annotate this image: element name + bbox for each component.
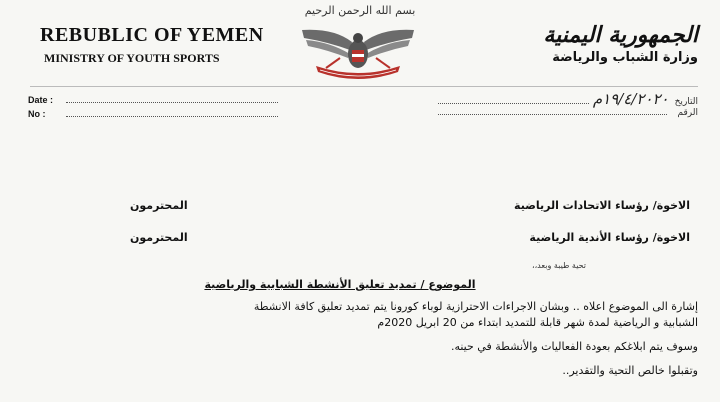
yemen-eagle-emblem-icon [294,24,422,84]
addressee-name: الاخوة/ رؤساء الأندية الرياضية [529,231,690,244]
addressee-line [130,231,690,247]
date-label-ar: التاريخ [674,97,698,107]
number-field-en [28,108,278,122]
number-label-ar: الرقم [677,108,698,118]
body-paragraph [118,299,698,331]
date-field-en [28,94,278,108]
addressee-name: الاخوة/ رؤساء الاتحادات الرياضية [514,199,690,212]
date-label-en: Date : [28,95,54,105]
addressee-line [130,199,690,215]
body-line: إشارة الى الموضوع اعلاه .. وبشان الاجراءات الاحترازية لوباء كورونا يتم تمديد تعليق كافة الانشطة [253,300,698,313]
english-letterhead [40,24,280,66]
meta-fields-ar [438,90,698,122]
greeting-text: تحية طيبة وبعد،، [532,261,586,270]
ministry-name-en: MINISTRY OF YOUTH SPORTS [44,51,220,65]
basmala-text: بسم الله الرحمن الرحيم [304,4,416,17]
number-label-en: No : [28,109,46,119]
date-field-ar [438,90,698,106]
date-dotted-line-ar [438,95,589,104]
meta-fields-en [28,94,278,122]
date-dotted-line [66,94,278,103]
subject-line: الموضوع / تمديد تعليق الأنشطة الشبابية والرياضية [204,278,476,291]
addressee-honorific: المحترمون [130,231,188,244]
number-dotted-line [66,108,278,117]
ministry-name-ar: وزارة الشباب والرياضة [552,50,698,65]
handwritten-date: ١٩/٤/٢٠٢٠م [592,90,669,108]
number-dotted-line-ar [438,106,667,115]
number-field-ar [438,106,698,122]
closing-line: وتقبلوا خالص التحية والتقدير.. [562,364,698,377]
addressee-honorific: المحترمون [130,199,188,212]
republic-title-ar: الجمهورية اليمنية [543,22,698,48]
body-line: الشبابية و الرياضية لمدة شهر قابلة للتمديد ابتداء من 20 ابريل 2020م [377,316,698,329]
header-divider [30,86,698,87]
arabic-letterhead [478,22,698,65]
body-paragraph: وسوف يتم ابلاغكم بعودة الفعاليات والأنشطة في حينه. [450,340,698,353]
republic-title-en: REBUBLIC OF YEMEN [40,24,264,46]
